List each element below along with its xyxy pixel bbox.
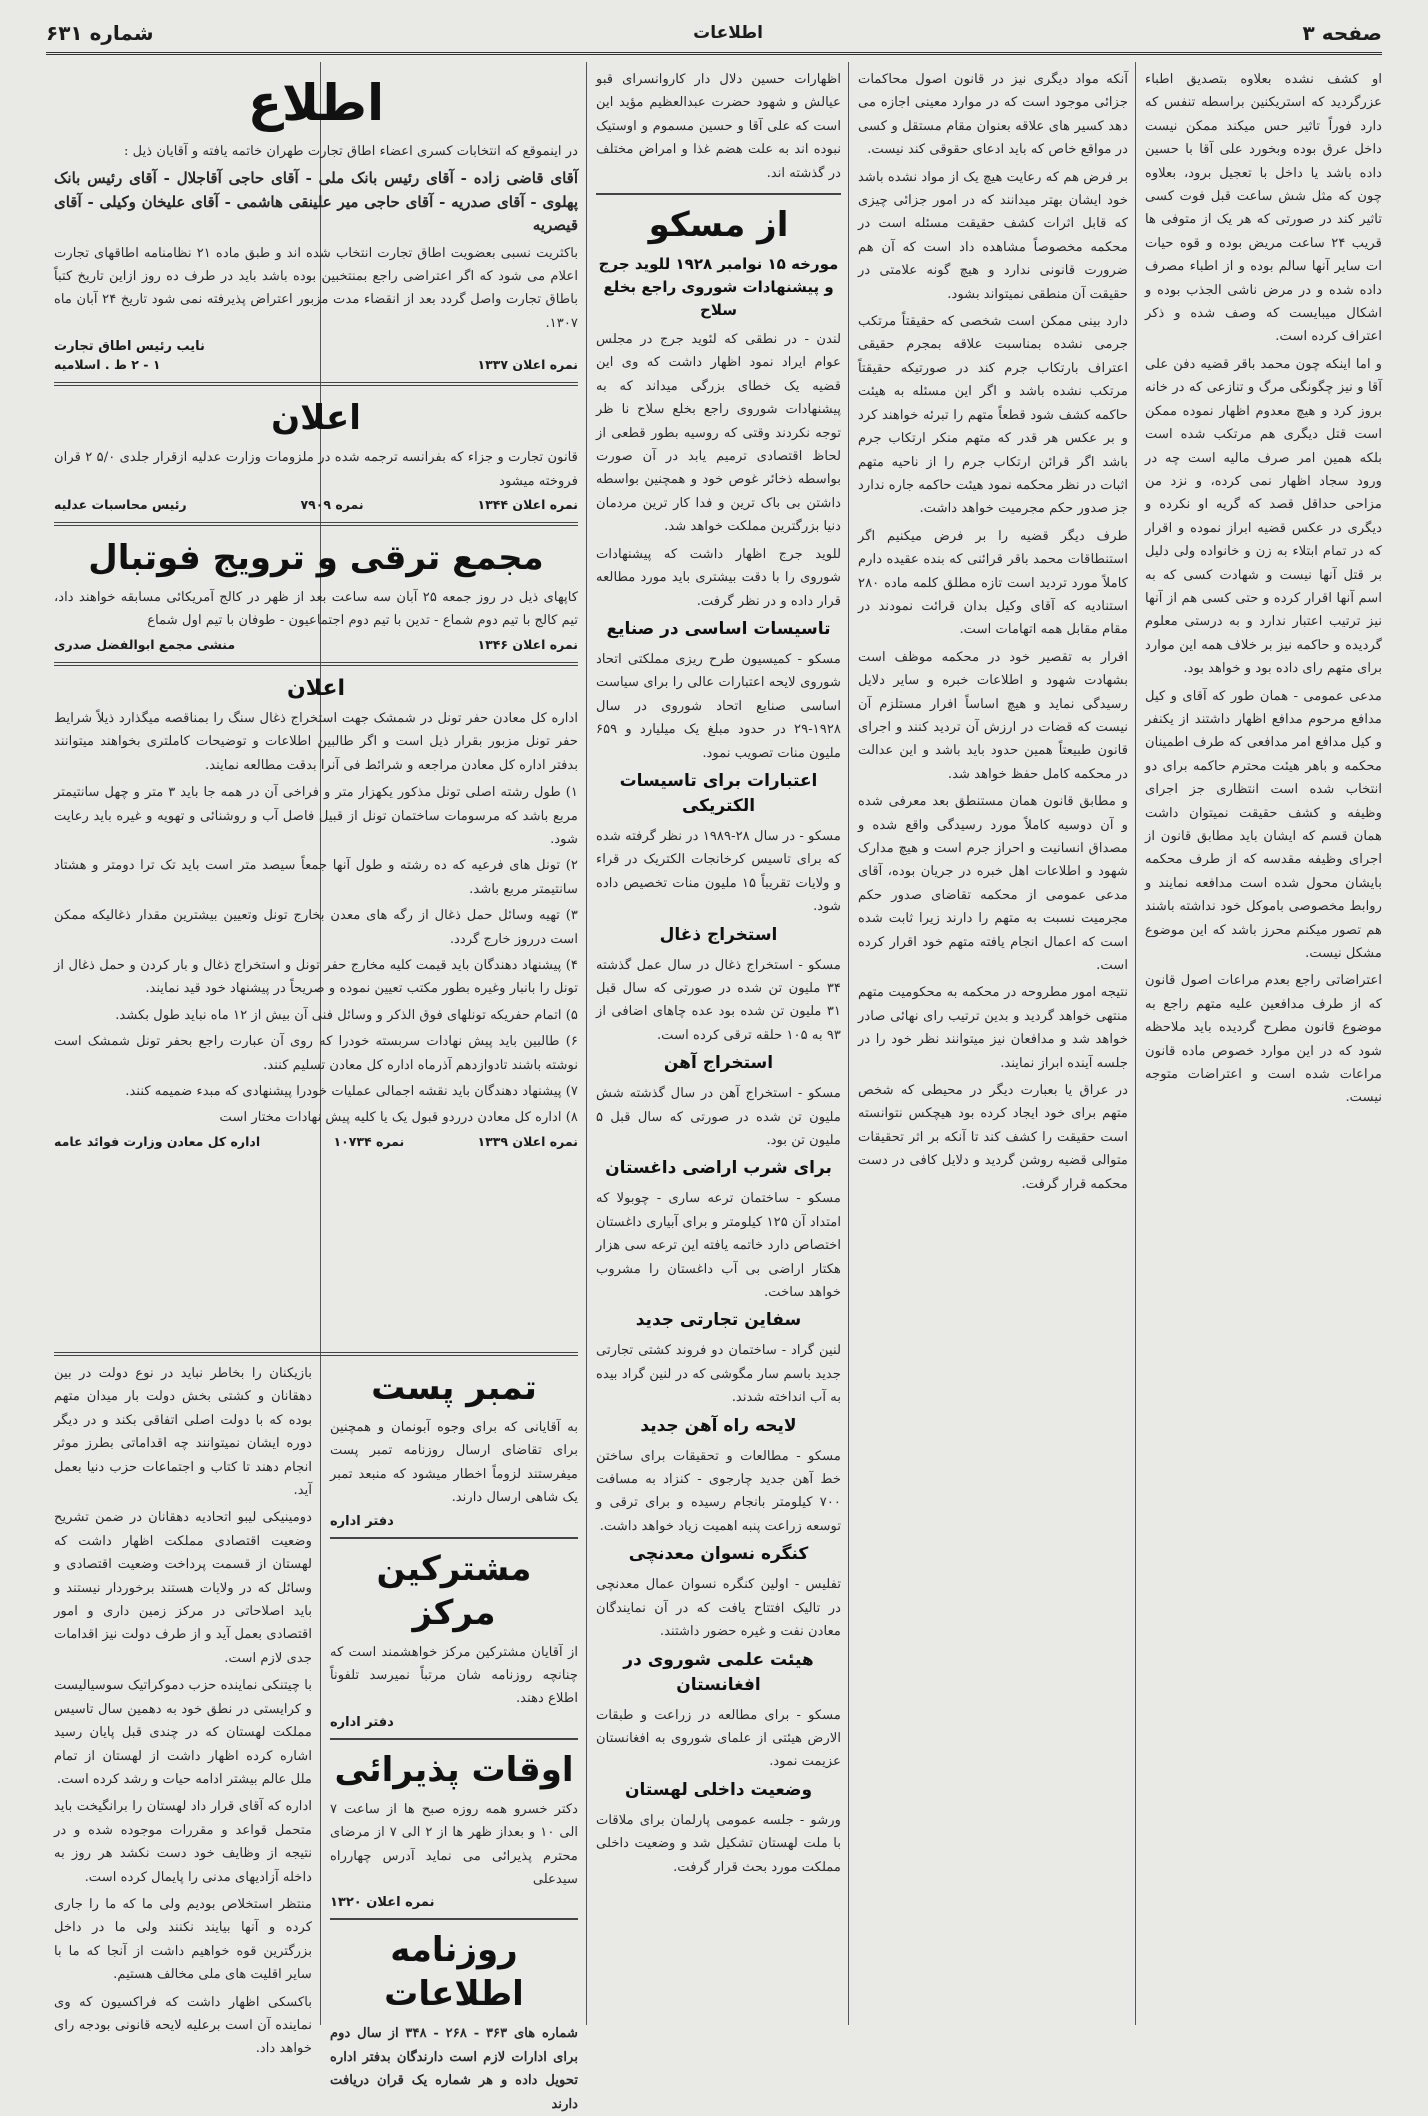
article-paragraph: با چیتنکی نماینده حزب دموکراتیک سوسیالیست و کرایستی در نطق خود به دهمین سال تاسیس مملکت لهستان که در چندی قبل پایان رسید اشاره کرده اظهار داشت از لهستان از تمام ملل عالم بیشتر ادامه حیات و رشد کرده است. [54,1678,312,1787]
list-item: ۷) پیشنهاد دهندگان باید نقشه اجمالی عملیات خودرا پیشنهادی که مبدء ضمیمه کنند. [125,1083,578,1099]
divider [54,382,578,386]
divider [330,1738,578,1740]
notice-meta [54,497,578,512]
notice-num: نمره ۷۹۰۹ [300,497,364,513]
divider [330,1918,578,1920]
article-paragraph: اعتراضاتی راجع بعدم مراعات اصول قانون که از طرف مدافعین علیه متهم راجع به موضوع قانون مطرح گردیده باید ملاحظه شود که در این موارد خصوص ماده قانون مراعات شده است و اعتراضات متوجه نیست. [1145,973,1382,1106]
notice-signature: اداره کل معادن وزارت فوائد عامه [54,1133,261,1149]
notice-num: نمره ۱۰۷۳۴ [333,1133,405,1149]
article-heading: سفاین تجارتی جدید [635,1310,802,1331]
article-paragraph: بازیکنان را بخاطر نباید در نوع دولت در بین دهقانان و کشتی بخش دولت بار میدان متهم بوده که با دولت اصلی اتفاقی بکند و در دیگر دوره ایشان نمیتوانند چه اقداماتی بطرز موثر انجام دهند تا کتاب و اجتماعات حزب دنیا بعمل آید. [54,1366,312,1499]
section-title-moscow: از مسکو [648,205,789,246]
article-paragraph: در عراق یا بعبارت دیگر در محیطی که شخص متهم برای خود ایجاد کرده بود هیچکس نتوانسته است حقیقت را کشف کند تا آنکه بر اثر تحقیقات متوالی قضیه روشن گردید و دلایل کافی در دست محکمه قرار گرفت. [858,1083,1128,1192]
article-heading: وضعیت داخلی لهستان [624,1779,813,1800]
divider [330,1537,578,1539]
list-item: ۵) اتمام حفریکه تونلهای فوق الذکر و وسائل فنی آن بیش از ۱۲ ماه نباید طول بکشد. [115,1007,578,1023]
article-paragraph: ورشو - جلسه عمومی پارلمان برای ملاقات با ملت لهستان تشکیل شد و وضعیت داخلی مملکت مورد بحث قرار گرفت. [596,1812,841,1875]
article-heading: استخراج ذغال [659,924,778,945]
notice-signature: رئیس محاسبات عدلیه [54,497,187,513]
paper-name: اطلاعات [693,23,763,43]
column-rule [1135,62,1136,2025]
ad-body: شماره های ۳۶۳ - ۲۶۸ - ۳۴۸ از سال دوم برای ادارات لازم است دارندگان بدفتر اداره تحویل داده و هر شماره یک قران دریافت دارند [330,2026,578,2112]
ad-title: اوقات پذیرائی [334,1749,574,1790]
ad-number: نمره اعلان ۱۳۲۰ [330,1895,435,1911]
notice-title: اعلان [271,398,361,439]
ad-title: روزنامه اطلاعات [384,1930,524,2015]
article-paragraph: مسکو - در سال ۲۸-۱۹۸۹ در نظر گرفته شده که برای تاسیس کرخانجات الکتریک در قراء و ولایات تقریباً ۱۵ ملیون منات تخصیص داده شود. [596,828,841,915]
article-paragraph: دارد بینی ممکن است شخصی که حقیقتاً مرتکب جرمی نشده بمناسبت علاقه بمجرم حقیقی اعتراف بارتکاب جرم کند در صورتیکه حقیقتاً مرتکب نشده باشد و اگر این مسئله به هیئت حاکمه کشف شود قطعاً متهم را تبرئه خواهند کرد و بر عکس هر قدر که متهم منکر ارتکاب جرم باشد اگر قرائن ارتکاب جرم را از ناحیه متهم اثبات در نظر محکمه نمود هیئت حاکمه جاره ندارد جز صدور حکم مجرمیت خواهد داشت. [858,314,1128,517]
notice-meta [54,1134,578,1149]
column-4-ads [330,1362,579,2112]
divider [54,1352,578,1356]
article-paragraph: دومینیکی لیبو اتحادیه دهقانان در ضمن تشریح وضعیت اقتصادی مملکت اظهار داشت که لهستان از قسمت پرداخت وضعیت اقتصادی و وسائل که در ولایات هستند برخوردار نیستند و باید اصلاحاتی در مرکز زمین داری و امور اقتصادی بعمل آید و از طرف دولت نیز اقدامات جدی لازم است. [54,1510,312,1666]
masthead [46,14,1382,55]
notice-body: باکثریت نسبی بعضویت اطاق تجارت انتخاب شده اند و طبق ماده ۲۱ نظامنامه اطاقهای تجارت اعلام می شود که اگر اعتراضی راجع بمنتخبین بوده باشد باید در طرف ده روز ازاین تاریخ کتباً باطاق تجارت واصل گردد بعد از انقضاء مدت مزبور اعتراض پذیرفته نمی شود تاریخ ۲۴ آبان ماه ۱۳۰۷. [54,245,578,331]
article-paragraph: بر فرض هم که رعایت هیچ یک از مواد نشده باشد خود ایشان بهتر میدانند که در امور جزائی چیزی که قابل اثرات کشف حقیقت مسئله است در محکمه مخصوصاً مشاهده داد است که آن هم ضرورت قانونی ندارد و هیچ گونه علامتی در حقیقت آن منطقی نمیتواند بشود. [858,169,1128,302]
notice-number: نمره اعلان ۱۳۴۶ [477,636,578,652]
article-paragraph: و مطابق قانون همان مستنطق بعد معرفی شده و آن دوسیه کاملاً مورد رسیدگی واقع شده و مصداق انسانیت و احراز جرم است و هیچ مدارک شهود و اطلاعات اهل خبره در جریان بوده، آقای مدعی عمومی از محکمه تقاضای صدور حکم مجرمیت نسبت به متهم را دارند زیرا ثابت شده است که اعمال انجام یافته متهم خود اقرار کرده است. [858,794,1128,974]
column-4-notices [54,68,578,1357]
article-paragraph: تفلیس - اولین کنگره نسوان عمال معدنچی در تالیک افتتاح یافت که در آن نمایندگان معادن نفت و غیره حضور داشتند. [596,1577,841,1640]
notice-body: در اینموقع که انتخابات کسری اعضاء اطاق تجارت طهران خاتمه یافته و آقایان ذیل : [124,144,578,159]
ad-body: از آقایان مشترکین مرکز خواهشمند است که چنانچه روزنامه شان مرتباً نمیرسد تلفوناً اطلاع دهند. [330,1644,578,1707]
column-5 [54,1362,312,2057]
column-1 [1145,68,1382,2025]
list-item: ۳) تهیه وسائل حمل ذغال از رگه های معدن بخارج تونل وتعیین بیشترین مقدار ذغالیکه ممکن است درروز خارج گردد. [54,908,578,947]
list-item: ۱) طول رشته اصلی تونل مذکور یکهزار متر و فراخی آن در همه جا باید ۳ متر و چهل سانتیمتر مربع باشد که مرسومات ساختمان تونل از قبیل فاصل آب و روشنائی و تهویه و غیره باید رعایت شود. [54,785,578,847]
notice-signature: نایب رئیس اطاق تجارت [54,339,205,355]
article-paragraph: لنین گراد - ساختمان دو فروند کشتی تجارتی جدید باسم سار مگوشی که در لنین گراد بیده به آب انداخته شدند. [596,1343,841,1406]
article-paragraph: مسکو - استخراج ذغال در سال عمل گذشته ۳۴ ملیون تن شده در صورتی که سال قبل ۳۱ ملیون تن شده بود عده چاهای اضافی از ۹۳ به ۱۰۵ حلقه ترقی کرده است. [596,957,841,1043]
ad-title: مشترکین مرکز [376,1548,532,1633]
article-paragraph: مسکو - استخراج آهن در سال گذشته شش ملیون تن شده در صورتی که سال قبل ۵ ملیون تن بود. [596,1086,841,1148]
list-item: ۴) پیشنهاد دهندگان باید قیمت کلیه مخارج حفر تونل و استخراج ذغال و بار کردن و حمل ذغال از تونل را بانبار وغیره بطور مکتب تعیین نموده و صریحاً در پیشنهاد خود قید نمایند. [54,957,578,997]
article-paragraph: نتیجه امور مطروحه در محکمه به محکومیت متهم منتهی خواهد گردید و بدین ترتیب رای نهائی صادر خواهد شد و مدافعان نیز میتوانند نظر خود را در جلسه آینده ابراز نمایند. [858,985,1128,1071]
ad-title: تمبر پست [371,1368,537,1408]
notice-title: اطلاع [247,74,385,132]
article-heading: کنگره نسوان معدنچی [628,1544,809,1565]
article-paragraph: للوید جرج اظهار داشت که پیشنهادات شوروی را با دقت بیشتری باید مورد مطالعه قرار داده و در نظر گرفت. [596,546,841,609]
article-paragraph: لندن - در نطقی که لئوید جرج در مجلس عوام ایراد نمود اظهار داشت که وی این قضیه یک خطای بزرگی میداند که به پیشنهادات شوروی راجع بخلع سلاح نا ظر توجه نکردند وقتی که روسیه بطور قطعی از لحاظ اقتصادی ترمیم یابد در آن صورت بواسطه ذخائر غوص خود و همچنین بواسطه داشتن بی باک ترین و فدا کار ترین مردمان دنیا بزرگترین مملکت خواهد شد. [596,332,841,535]
notice-names: آقای قاضی زاده - آقای رئیس بانک ملی - آقای حاجی آقاجلال - آقای رئیس بانک پهلوی - آقای صدریه - آقای حاجی میر علینقی هاشمی - آقای علیخان وکیلی - آقای قیصریه [54,169,578,235]
article-paragraph: مسکو - برای مطالعه در زراعت و طبقات الارض هیئتی از علمای شوروی به افغانستان عزیمت نمود. [596,1707,841,1770]
notice-number: نمره اعلان ۱۳۳۹ [477,1133,578,1149]
notice-title: اعلان [286,675,346,701]
page-number: صفحه ۳ [1302,21,1382,45]
column-rule [586,62,587,2025]
notice-number: نمره اعلان ۱۳۴۴ [477,497,578,513]
article-paragraph: مدعی عمومی - همان طور که آقای و کیل مدافع مرحوم مدافع اظهار داشتند از یکنفر و کیل مدافع امر مدافعی که طرف اطمینان محکمه و باهر هیئت محترم حاکمه برای دو انتخاب شده است انتظاری جز اجرای وظیفه و کشف حقیقت نمیتوان داشت همان قسم که ایشان باید مطابق قانون از اجرای وظیفه مقدسه که از طرف محکمه بایشان محول شده است مدافعه نمایند و روابط مخصوصی باموکل خود نداشته باشند هم تصور میکنم محرز باشد که این موضوع مشکل نیست. [1145,688,1382,962]
article-heading: هیئت علمی شوروی در افغانستان [623,1649,814,1695]
article-paragraph: و اما اینکه چون محمد باقر قضیه دفن علی آقا و نیز چگونگی مرگ و تنازعی که در خانه بروز کرد و هیچ معدوم اظهار نموده ممکن است قتل دیگری هم مرتکب شده است بلکه همین امر صرف مالیه است چه در ورود سجاد اظهار نمی کرده، و نزد من مزاحی حداقل قصد که گریه او نکرده و دیگری در عکس قضیه ابراز نموده و اقرار که در تمام ابتلاء به زن و خانواده ولی دلیل بر قتل آنها نیست و شهادت کسی که به اسم آنها اقرار کرده و حتی کسی هم از آنها نیز ترتیب اعتبار ندارد و به درستی معلوم گردیده و حاکمه نیز بر خلاف همه این موارد برای متهم رای داده بود و خواهد بود. [1145,356,1382,677]
article-paragraph: آنکه مواد دیگری نیز در قانون اصول محاکمات جزائی موجود است که در موارد معینی اجازه می دهد کسیر های علاقه بعنوان مقام مستقل و کسی در مواقع خاص که باید ادعای حقوقی کند نیست. [858,72,1128,158]
list-item: ۲) تونل های فرعیه که ده رشته و طول آنها جمعاً سیصد متر است باید تک ترا دومتر و هشتاد سانتیمتر مربع باشد. [54,858,578,897]
article-paragraph: مسکو - ساختمان ترعه ساری - چوبولا که امتداد آن ۱۲۵ کیلومتر و برای آبیاری داغستان اختصاص دارد خاتمه یافته این ترعه سی هزار هکتار اراضی بی آب داغستان را مشروب خواهد ساخت. [596,1191,841,1301]
article-heading: استخراج آهن [663,1053,774,1074]
divider [54,522,578,526]
article-paragraph: افرار به تقصیر خود در محکمه موظف است بشهادت شهود و اطلاعات خبره و سایر دلایل رسیدگی نماید و هیچ اساساً افرار مستلزم آن نیست که قضات در ارزش آن تردید کنند و اجرای قانون طبیعتاً همین حدود باید باشد و این عدالت در محکمه کامل حفظ خواهد شد. [858,649,1128,782]
article-heading: لایحه راه آهن جدید [640,1415,797,1436]
article-paragraph: منتظر استخلاص بودیم ولی ما که ما را جاری کرده و آنها بیایند نکنند ولی ما در داخل بزرگترین قوه خواهیم داشت از آنجا که ما با سایر اقلیت های ملی مخالف هستیم. [54,1896,312,1983]
issue-number: شماره ۶۳۱ [46,21,154,45]
article-paragraph: اظهارات حسین دلال دار کاروانسرای قبو عیالش و شهود حضرت عبدالعظیم مؤید این است که علی آقا و حسین مسموم و اوستیک نبوده اند به علت هضم غذا و امراض مختلف در گذشته اند. [596,72,841,181]
section-subtitle: مورخه ۱۵ نوامبر ۱۹۲۸ للوید جرج و پیشنهادات شوروی راجع بخلع سلاح [598,255,839,320]
notice-body: کاپهای ذیل در روز جمعه ۲۵ آبان سه ساعت بعد از ظهر در کالج آمریکائی مسابقه خواهند داد، تیم کالج با تیم دوم شماع - تدین با تیم دوم اجتماعیون - طوفان با تیم اول شماع [54,590,578,629]
article-paragraph: اداره که آقای قرار داد لهستان را برانگیخت باید متحمل قواعد و مقررات موجوده شده و در نتیجه از وظایف خود دست نکشد هر روز به داخله آزادیهای مدنی را پایمال کرده است. [54,1799,312,1885]
list-item: ۶) طالبین باید پیش نهادات سربسته خودرا که روی آن عبارت راجع بحفر تونل شمشک است نوشته باشند تادوازدهم آذرماه اداره کل معادن تسلیم کنند. [54,1034,578,1073]
ad-signature: دفتر اداره [330,1714,394,1730]
article-paragraph: مسکو - مطالعات و تحقیقات برای ساختن خط آهن جدید چارجوی - کنزاد به مسافت ۷۰۰ کیلومتر بانجام رسیده و برای ترقی و توسعه زراعت پنبه اهمیت زیاد خواهد داشت. [596,1448,841,1534]
notice-body: قانون تجارت و جزاء که بفرانسه ترجمه شده در ملزومات وزارت عدلیه ازقرار جلدی ۵/۰ ۲ قران فروخته میشود [54,450,578,489]
article-heading: تاسیسات اساسی در صنایع [606,618,831,639]
ad-signature: دفتر اداره [330,1513,394,1529]
notice-conditions-list [54,781,578,1130]
column-3 [596,68,841,2025]
notice-title: مجمع ترقی و ترویج فوتبال [88,538,544,579]
article-heading: اعتبارات برای تاسیسات الکتریکی [619,770,818,816]
divider [596,193,841,195]
notice-meta [54,357,578,372]
divider [54,662,578,666]
notice-signature: منشی مجمع ابوالفضل صدری [54,636,236,652]
column-rule [848,62,849,2025]
article-paragraph: او کشف نشده بعلاوه بتصدیق اطباء عزرگرديد که استریکنین براسطه تنفس که دارد فوراً تاثیر حس میکند ممکن نیست داخل عرق بوده وبخورد علی آقا با حسین داده باشد یا داخل با تعجیل برود، بعلاوه چون که مثل شش ساعت قبل فوت کسی تاثیر کند در صورتی که هر یک از متوفی ها قریب ۲۴ ساعت مریض بوده و قوه حیات ات سایر آنها سالم بوده و از اطباء مصرف داده شده و در مرض ناشی الجذب بوده و اشکال میبایست که وصف شده و ذکر اعتراف کرده است. [1145,72,1382,345]
column-2 [858,68,1128,2025]
ad-body: دکتر خسرو همه روزه صبح ها از ساعت ۷ الی ۱۰ و بعداز ظهر ها از ۲ الی ۷ از مرضای محترم پذیرائی می نماید آدرس چهارراه سیدعلی [330,1801,579,1888]
notice-number: نمره اعلان ۱۳۳۷ [477,357,578,373]
ad-body: به آقایانی که برای وجوه آبونمان و همچنین برای تقاضای ارسال روزنامه تمبر پست میفرستند لزوماً اخطار میشود که منبعد تمبر یک شاهی ارسال دارند. [330,1420,578,1506]
article-heading: برای شرب اراضی داغستان [605,1158,832,1179]
notice-meta [54,637,578,652]
article-paragraph: طرف دیگر قضیه را بر فرض میکنیم اگر استنطاقات محمد باقر قرائنی که بنده عقیده دارم کاملاً مورد تردید است تازه مطلق کلمه ماده ۲۸۰ استنادیه که آقای وکیل بدان قرائت نمودند در مقام مقابل همه اتهامات است. [858,528,1128,638]
notice-body: اداره کل معادن حفر تونل در شمشک جهت استخراج ذغال سنگ را بمناقصه میگذارد ذیلاً شرایط حفر تونل مزبور بقرار ذیل است و اگر طالبین اطلاعات و توضیحات کاملتری بخواهند میتوانند بدفتر اداره کل معادن مراجعه و شرائط فی آنرا بدقت مطالعه نمایند. [54,710,578,773]
list-item: ۸) اداره کل معادن درردو قبول یک یا کلیه پیش نهادات مختار است [219,1110,578,1126]
notice-code: ۱ - ۲ ط . اسلامیه [54,357,161,373]
article-paragraph: مسکو - کمیسیون طرح ریزی مملکتی اتحاد شوروی لایحه اعتبارات عالی را برای سیاست اساسی صنایع اتحاد شوروی در سال ۱۹۲۸-۲۹ در حدود مبلغ یک میلیارد و ۶۵۹ ملیون منات تصویب نمود. [596,651,841,761]
article-paragraph: باکسکی اظهار داشت که فراکسیون که وی نماینده آن است برعلیه لایحه قانونی بودجه رای خواهد داد. [54,1994,312,2057]
